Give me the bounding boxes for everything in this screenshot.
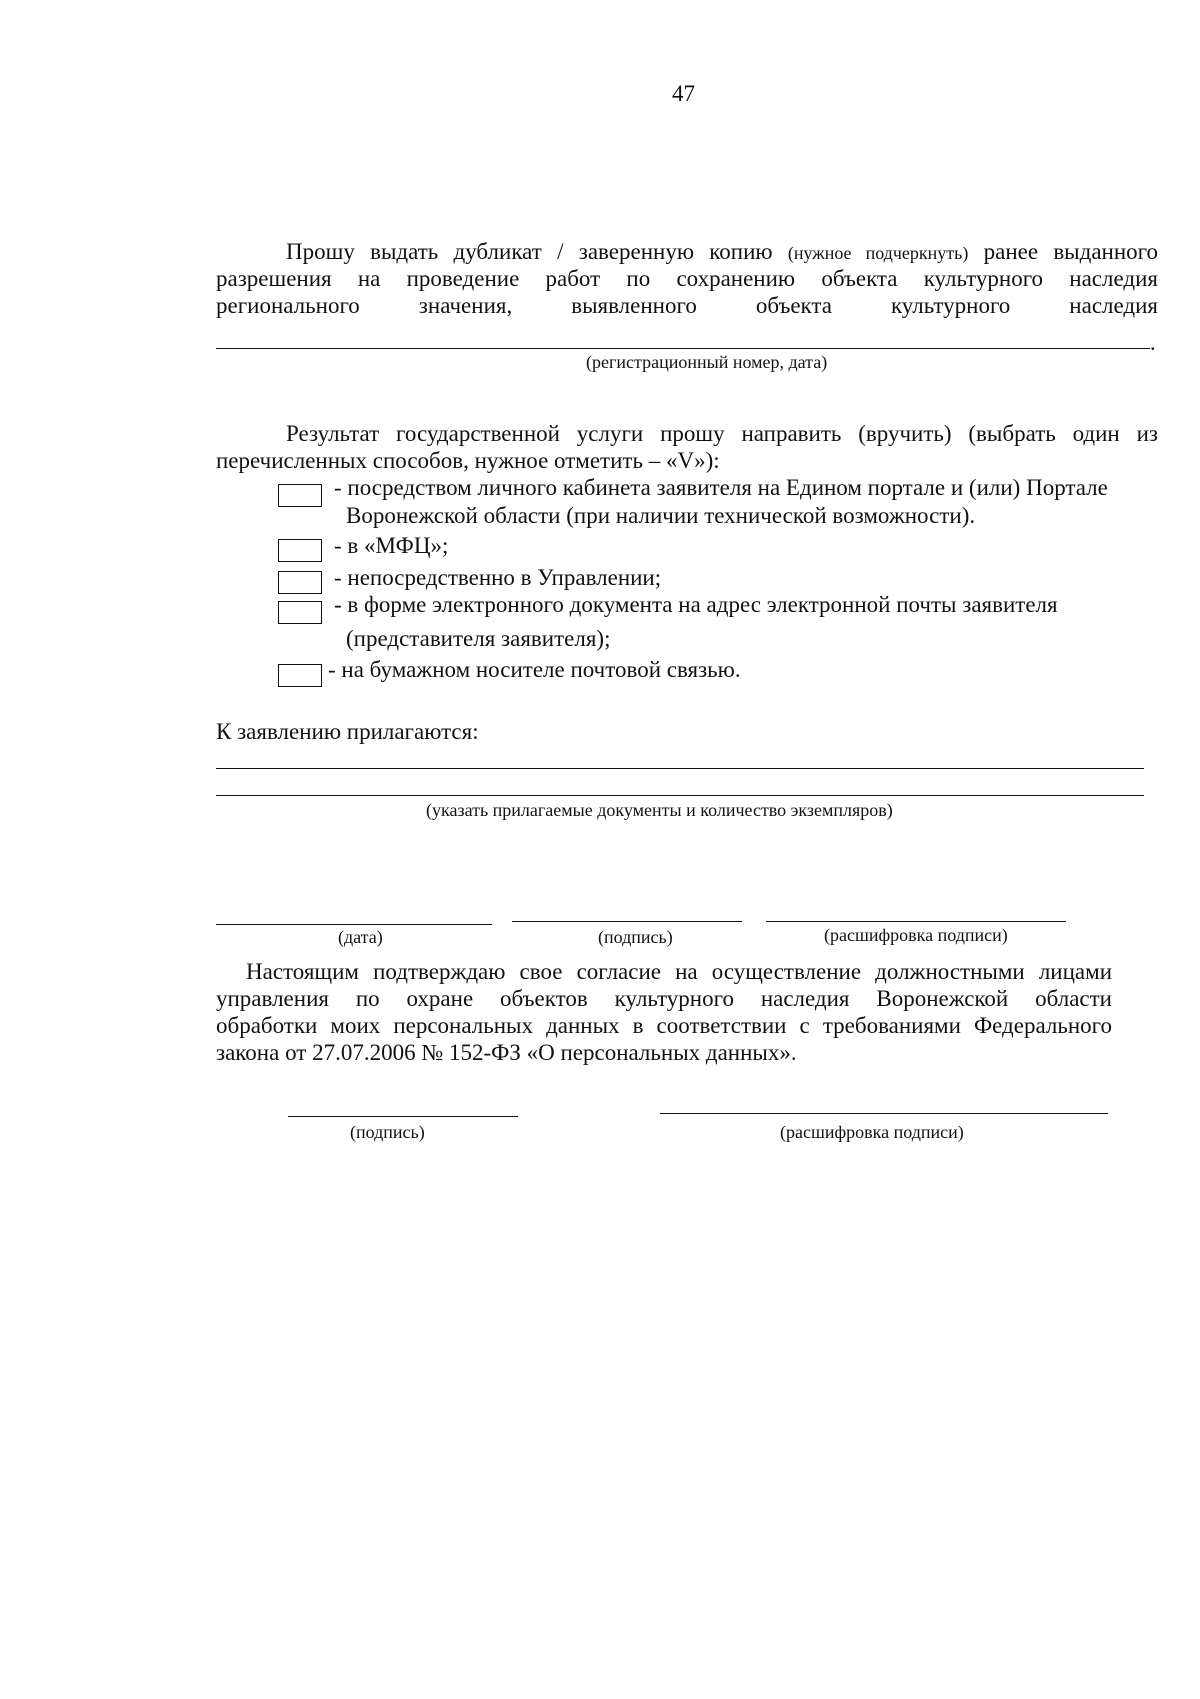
request-text-part-1: Прошу выдать дубликат / заверенную копию [286,239,773,264]
signature-field-line[interactable] [512,921,742,922]
registration-field-end-dot: . [1150,330,1156,355]
attachments-label: К заявлению прилагаются: [216,719,479,744]
consent-decoding-caption: (расшифровка подписи) [780,1122,964,1142]
request-line-1 [286,238,1158,267]
signature-caption: (подпись) [598,927,673,947]
option-checkbox-mfc[interactable] [278,539,322,562]
option-label-in-office: - непосредственно в Управлении; [334,565,662,590]
result-line-1: Результат государственной услуги прошу направить (вручить) (выбрать один из [286,421,1158,446]
option-checkbox-in-office[interactable] [278,571,322,594]
request-line-2: разрешения на проведение работ по сохранению объекта культурного наследия [216,266,1158,291]
consent-signature-field-line[interactable] [288,1116,518,1117]
consent-decoding-field-line[interactable] [660,1113,1108,1114]
registration-field-line[interactable] [216,348,1150,349]
signature-decoding-caption: (расшифровка подписи) [824,925,1008,945]
option-label-personal-cabinet: - посредством личного кабинета заявителя на Едином портале и (или) Портале [334,475,1108,500]
option-label-email: - в форме электронного документа на адрес электронной почты заявителя [334,592,1058,617]
attachments-field-line-2[interactable] [216,795,1144,796]
option-label-mfc: - в «МФЦ»; [334,533,449,558]
attachments-caption: (указать прилагаемые документы и количество экземпляров) [426,800,893,820]
page-number: 47 [672,81,695,106]
option-label-email-cont: (представителя заявителя); [346,626,611,651]
request-line-3: регионального значения, выявленного объекта культурного наследия [216,293,1158,318]
option-label-postal: - на бумажном носителе почтовой связью. [328,657,741,682]
consent-line-3: обработки моих персональных данных в соответствии с требованиями Федерального [216,1013,1112,1038]
consent-line-1: Настоящим подтверждаю свое согласие на осуществление должностными лицами [246,959,1112,984]
option-checkbox-personal-cabinet[interactable] [278,484,322,507]
attachments-field-line-1[interactable] [216,768,1144,769]
request-text-part-2: ранее выданного [983,239,1159,264]
date-caption: (дата) [338,927,383,947]
result-line-2: перечисленных способов, нужное отметить – «V»): [216,448,720,473]
consent-line-2: управления по охране объектов культурного наследия Воронежской области [216,986,1112,1011]
underline-note: (нужное подчеркнуть) [787,243,969,263]
option-label-personal-cabinet-cont: Воронежской области (при наличии технической возможности). [346,503,976,528]
date-field-line[interactable] [216,924,492,925]
registration-field-caption: (регистрационный номер, дата) [586,352,828,372]
consent-line-4: закона от 27.07.2006 № 152-ФЗ «О персональных данных». [216,1040,797,1065]
option-checkbox-postal[interactable] [278,664,322,687]
consent-signature-caption: (подпись) [350,1122,425,1142]
signature-decoding-field-line[interactable] [766,921,1066,922]
option-checkbox-email[interactable] [278,601,322,624]
